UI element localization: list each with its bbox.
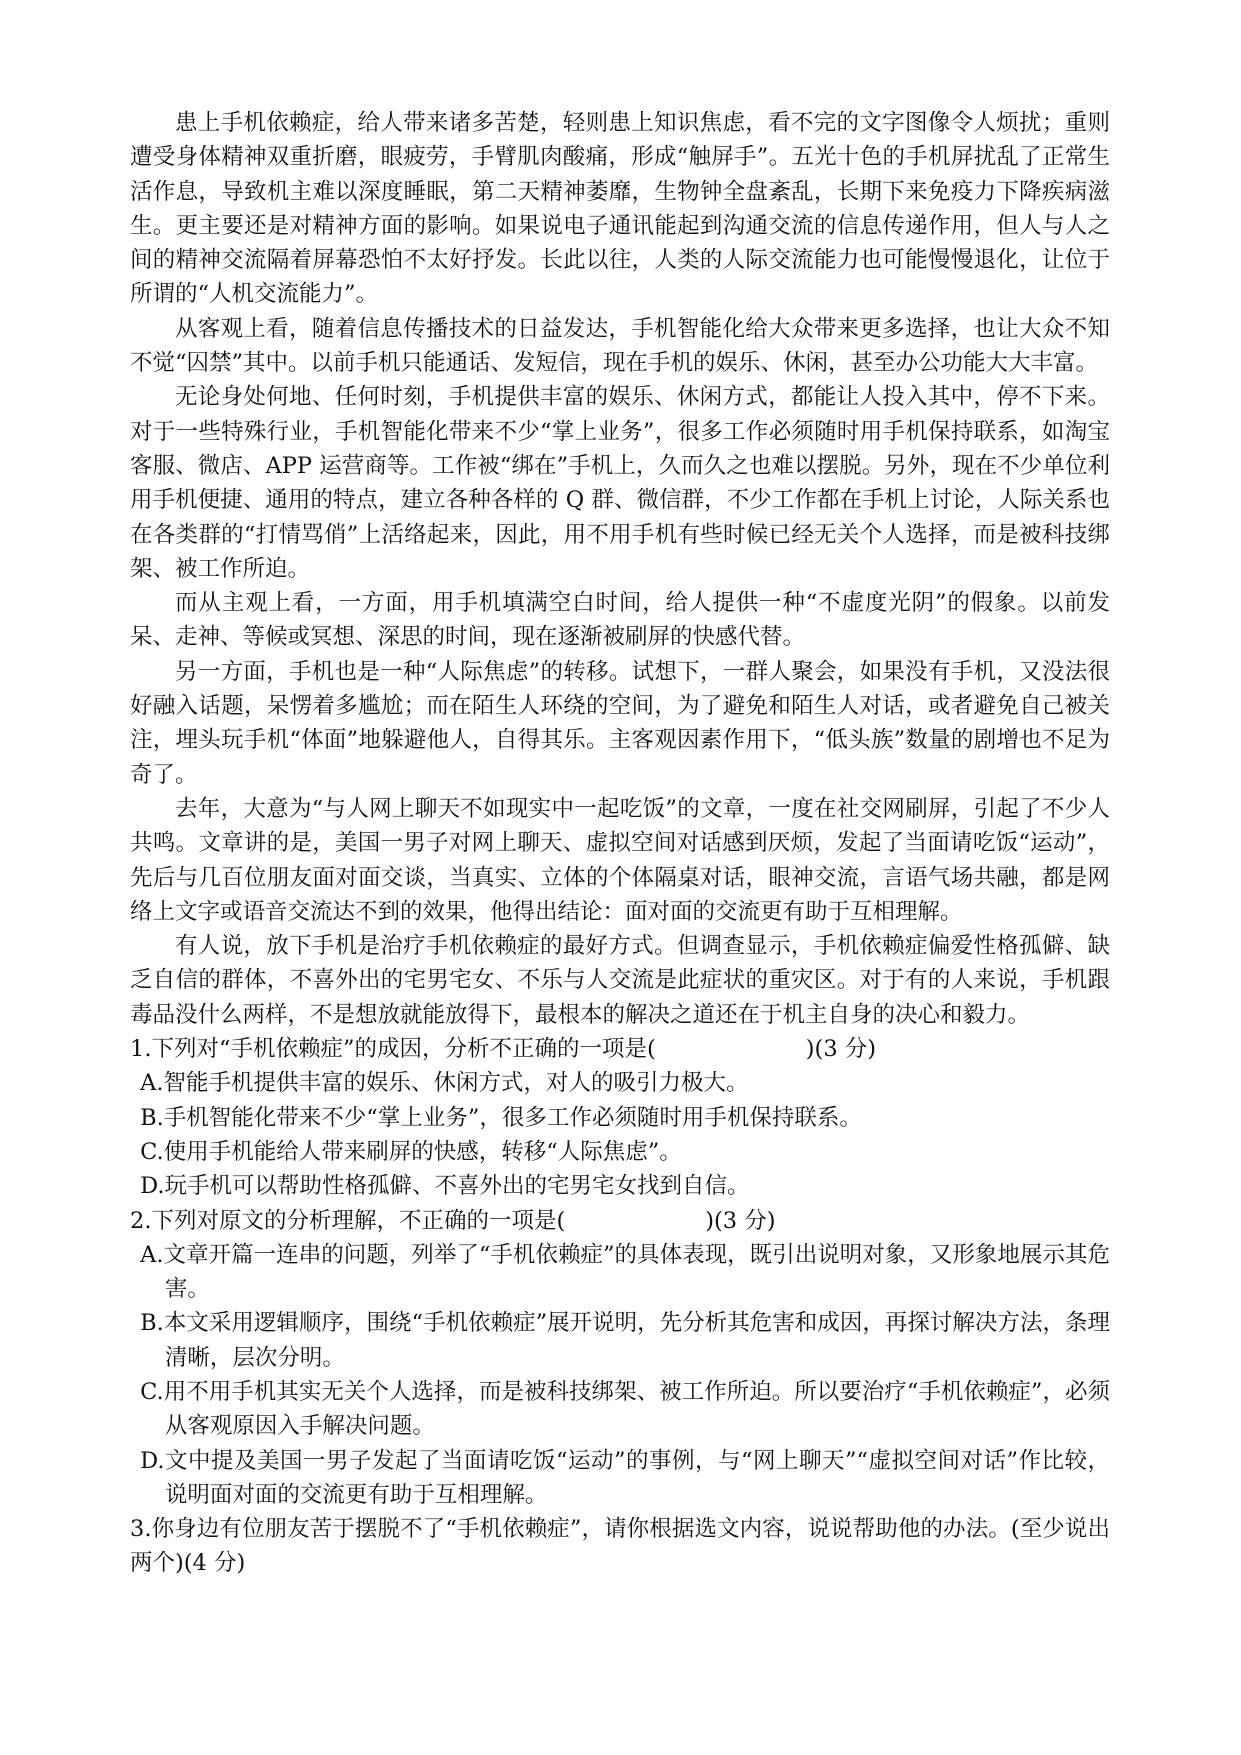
passage-paragraph: 另一方面，手机也是一种“人际焦虑”的转移。试想下，一群人聚会，如果没有手机，又没法很好融入话题，呆愣着多尴尬；而在陌生人环绕的空间，为了避免和陌生人对话，或者避免自己被关注，埋头玩手机“体面”地躲避他人，自得其乐。主客观因素作用下，“低头族”数量的剧增也不足为奇了。 bbox=[130, 658, 1110, 788]
passage-paragraph: 无论身处何地、任何时刻，手机提供丰富的娱乐、休闲方式，都能让人投入其中，停不下来。对于一些特殊行业，手机智能化带来不少“掌上业务”，很多工作必须随时用手机保持联系，如淘宝客服、微店、APP 运营商等。工作被“绑在”手机上，久而久之也难以摆脱。另外，现在不少单位利用手机便捷、通用的特点，建立各种各样的 Q 群、微信群，不少工作都在手机上讨论，人际关系也在各类群的“打情骂俏”上活络起来，因此，用不用手机有些时候已经无关个人选择，而是被科技绑架、被工作所迫。 bbox=[130, 384, 1110, 582]
option-a: A.智能手机提供丰富的娱乐、休闲方式，对人的吸引力极大。 bbox=[140, 1070, 749, 1097]
option-b: B.本文采用逻辑顺序，围绕“手机依赖症”展开说明，先分析其危害和成因，再探讨解决方法，条理清晰，层次分明。 bbox=[140, 1310, 1110, 1371]
question-3 bbox=[130, 1512, 1110, 1581]
passage-paragraph: 从客观上看，随着信息传播技术的日益发达，手机智能化给大众带来更多选择，也让大众不知不觉“囚禁”其中。以前手机只能通话、发短信，现在手机的娱乐、休闲，甚至办公功能大大丰富。 bbox=[130, 315, 1110, 377]
passage-paragraph: 去年，大意为“与人网上聊天不如现实中一起吃饭”的文章，一度在社交网刷屏，引起了不少人共鸣。文章讲的是，美国一男子对网上聊天、虚拟空间对话感到厌烦，发起了当面请吃饭“运动”，先后与几百位朋友面对面交谈，当真实、立体的个体隔桌对话，眼神交流，言语气场共融，都是网络上文字或语音交流达不到的效果，他得出结论：面对面的交流更有助于互相理解。 bbox=[130, 795, 1110, 925]
option-a: A.文章开篇一连串的问题，列举了“手机依赖症”的具体表现，既引出说明对象，又形象地展示其危害。 bbox=[140, 1241, 1110, 1303]
passage-paragraph: 患上手机依赖症，给人带来诸多苦楚，轻则患上知识焦虑，看不完的文字图像令人烦扰；重则遭受身体精神双重折磨，眼疲劳，手臂肌肉酸痛，形成“触屏手”。五光十色的手机屏扰乱了正常生活作息，导致机主难以深度睡眠，第二天精神萎靡，生物钟全盘紊乱，长期下来免疫力下降疾病滋生。更主要还是对精神方面的影响。如果说电子通讯能起到沟通交流的信息传递作用，但人与人之间的精神交流隔着屏幕恐怕不太好抒发。长此以往，人类的人际交流能力也可能慢慢退化，让位于所谓的“人机交流能力”。 bbox=[130, 110, 1110, 308]
question-score: )(3 分) bbox=[705, 1207, 776, 1234]
option-d: D.玩手机可以帮助性格孤僻、不喜外出的宅男宅女找到自信。 bbox=[140, 1173, 750, 1200]
question-stem-text: 1.下列对“手机依赖症”的成因，分析不正确的一项是( bbox=[130, 1036, 656, 1063]
passage-paragraph: 而从主观上看，一方面，用手机填满空白时间，给人提供一种“不虚度光阴”的假象。以前发呆、走神、等候或冥想、深思的时间，现在逐渐被刷屏的快感代替。 bbox=[130, 590, 1110, 651]
exam-page bbox=[130, 106, 1110, 1581]
option-d: D.文中提及美国一男子发起了当面请吃饭“运动”的事例，与“网上聊天”“虚拟空间对话”作比较，说明面对面的交流更有助于互相理解。 bbox=[140, 1447, 1110, 1508]
reading-passage bbox=[130, 106, 1110, 1032]
passage-paragraph: 有人说，放下手机是治疗手机依赖症的最好方式。但调查显示，手机依赖症偏爱性格孤僻、缺乏自信的群体，不喜外出的宅男宅女、不乐与人交流是此症状的重灾区。对于有的人来说，手机跟毒品没什么两样，不是想放就能放得下，最根本的解决之道还在于机主自身的决心和毅力。 bbox=[130, 933, 1110, 1028]
question-1 bbox=[130, 1032, 1110, 1203]
option-c: C.用不用手机其实无关个人选择，而是被科技绑架、被工作所迫。所以要治疗“手机依赖症”，必须从客观原因入手解决问题。 bbox=[140, 1378, 1110, 1440]
question-2 bbox=[130, 1204, 1110, 1513]
question-stem bbox=[130, 1032, 1110, 1066]
question-stem bbox=[130, 1204, 1110, 1238]
question-stem-text: 2.下列对原文的分析理解，不正确的一项是( bbox=[130, 1207, 566, 1234]
question-stem: 3.你身边有位朋友苦于摆脱不了“手机依赖症”，请你根据选文内容，说说帮助他的办法。(至少说出两个)(4 分) bbox=[130, 1516, 1110, 1577]
question-score: )(3 分) bbox=[805, 1036, 877, 1063]
option-b: B.手机智能化带来不少“掌上业务”，很多工作必须随时用手机保持联系。 bbox=[140, 1104, 862, 1131]
option-c: C.使用手机能给人带来刷屏的快感，转移“人际焦虑”。 bbox=[140, 1138, 682, 1165]
